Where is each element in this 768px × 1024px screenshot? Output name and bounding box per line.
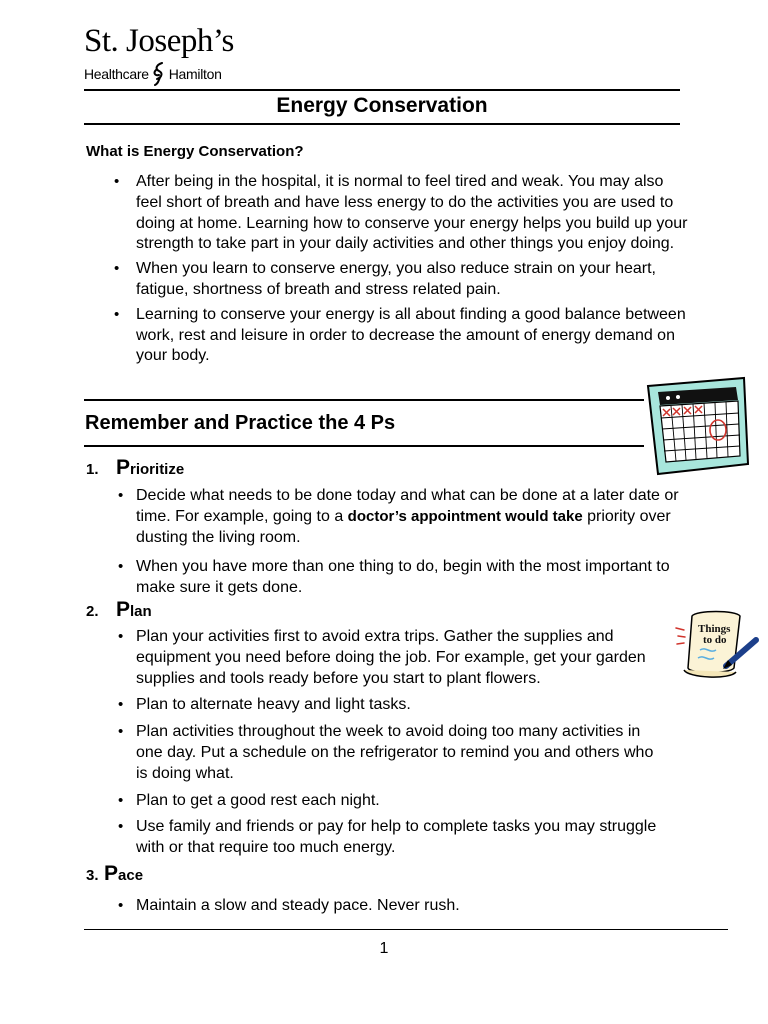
page-title: Energy Conservation xyxy=(276,94,488,117)
section-bottom-rule xyxy=(84,445,644,447)
org-logo-subtitle xyxy=(84,62,222,86)
step-plan-heading xyxy=(86,599,152,623)
things-to-do-scroll-icon xyxy=(674,608,760,684)
step-title-rest: lan xyxy=(130,603,152,620)
bullet-emphasis-text: doctor’s appointment would take xyxy=(347,507,583,525)
step-title-rest: rioritize xyxy=(130,461,185,478)
step-prioritize-heading xyxy=(86,457,184,481)
title-bottom-rule xyxy=(84,123,680,125)
things-to-do-text-line2: to do xyxy=(703,634,727,646)
section-top-rule xyxy=(84,399,644,401)
step-initial: P xyxy=(116,456,131,479)
list-item: • When you learn to conserve energy, you also reduce strain on your heart, fatigue, shortness of breath and stress related pain. xyxy=(136,259,691,301)
list-item: • After being in the hospital, it is normal to feel tired and weak. You may also feel short of breath and have less energy to do the activities you are used to doing at home. Learning how to conserve your energy helps you build up your strength to take part in your daily activities and other things you enjoy doing. xyxy=(136,172,691,255)
bullet-text: priority over dusting the living room. xyxy=(136,507,671,546)
org-logo-name: St. Joseph’s xyxy=(84,23,234,59)
calendar-icon xyxy=(644,376,750,476)
footer-rule xyxy=(84,929,728,930)
pace-bullet-list xyxy=(136,896,696,917)
step-number: 3. xyxy=(86,867,99,884)
title-top-rule xyxy=(84,89,680,91)
list-item: • Use family and friends or pay for help to complete tasks you may struggle with or that require too much energy. xyxy=(136,817,666,859)
plan-bullet-list xyxy=(136,627,666,859)
step-number: 1. xyxy=(86,461,99,478)
org-logo-sub-right: Hamilton xyxy=(168,66,222,82)
list-item: • When you have more than one thing to do, begin with the most important to make sure it gets done. xyxy=(136,557,696,599)
list-item: • Plan activities throughout the week to avoid doing too many activities in one day. Put a schedule on the refrigerator to remind you and others who is doing what. xyxy=(136,722,666,784)
step-title-rest: ace xyxy=(118,867,144,884)
intro-heading: What is Energy Conservation? xyxy=(86,143,304,160)
step-initial: P xyxy=(116,598,131,621)
org-logo-mark-icon xyxy=(152,62,166,86)
list-item: • Plan to get a good rest each night. xyxy=(136,791,666,812)
step-pace-heading xyxy=(86,863,143,887)
bullet-text: Decide what needs to be done today and what can be done at a later date or time. For example, going to a xyxy=(136,487,679,525)
list-item: • Plan to alternate heavy and light tasks. xyxy=(136,695,666,716)
prioritize-bullet-list xyxy=(136,486,696,599)
things-to-do-text-line1: Things xyxy=(698,623,731,635)
list-item: • Learning to conserve your energy is all about finding a good balance between work, rest and leisure in order to decrease the amount of energy demand on your body. xyxy=(136,305,691,367)
step-number: 2. xyxy=(86,603,99,620)
step-initial: P xyxy=(104,862,119,885)
intro-bullet-list xyxy=(136,172,691,371)
org-logo-sub-left: Healthcare xyxy=(84,66,149,82)
list-item: • Maintain a slow and steady pace. Never rush. xyxy=(136,896,696,917)
page-number: 1 xyxy=(379,940,389,957)
section-heading: Remember and Practice the 4 Ps xyxy=(85,412,396,434)
list-item xyxy=(136,486,696,548)
list-item: • Plan your activities first to avoid extra trips. Gather the supplies and equipment you need before doing the job. For example, get your garden supplies and tools ready before you start to plant flowers. xyxy=(136,627,666,689)
